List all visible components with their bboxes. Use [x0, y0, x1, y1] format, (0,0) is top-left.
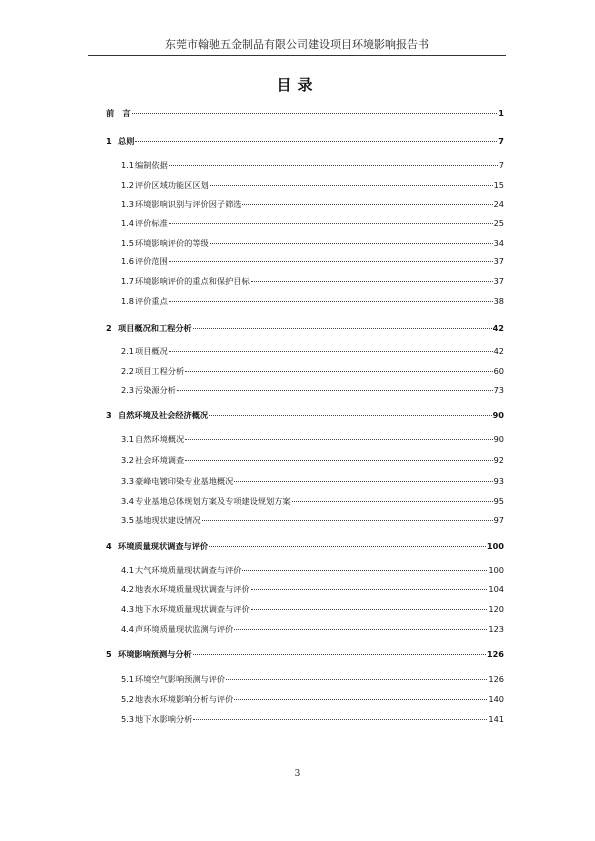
toc-entry-label: 专业基地总体规划方案及专项建设规划方案	[135, 496, 291, 506]
toc-entry-number: 3	[106, 410, 112, 420]
toc-entry[interactable]	[121, 515, 504, 526]
toc-entry[interactable]	[121, 218, 504, 229]
toc-entry[interactable]	[121, 496, 504, 507]
toc-entry-page: 97	[493, 515, 504, 525]
toc-entry[interactable]	[121, 714, 504, 725]
toc-dot-leader	[210, 243, 493, 244]
toc-dot-leader	[210, 185, 493, 186]
toc-entry-page: 24	[493, 199, 504, 209]
toc-entry-number: 1.5	[121, 238, 135, 248]
toc-entry[interactable]	[121, 296, 504, 307]
toc-entry-page: 93	[493, 476, 504, 486]
toc-entry-label: 环境影响评价的重点和保护目标	[135, 276, 250, 286]
toc-entry-number: 5.3	[121, 714, 135, 724]
toc-entry-label: 自然环境及社会经济概况	[118, 410, 209, 420]
toc-entry[interactable]	[121, 276, 504, 287]
toc-dot-leader	[169, 301, 493, 302]
toc-entry[interactable]	[121, 565, 504, 576]
toc-dot-leader	[193, 328, 492, 329]
toc-entry-number: 3.4	[121, 496, 135, 506]
toc-dot-leader	[251, 281, 493, 282]
running-header: 东莞市翰驰五金制品有限公司建设项目环境影响报告书	[165, 38, 429, 51]
toc-entry-label: 评价范围	[135, 256, 168, 266]
toc-entry-label: 评价区域功能区区划	[135, 180, 209, 190]
toc-entry-page: 123	[488, 624, 504, 634]
page-number: 3	[294, 769, 301, 779]
toc-entry-label: 项目概况和工程分析	[118, 323, 192, 333]
toc-entry[interactable]	[121, 160, 504, 171]
toc-entry-label: 前 言	[106, 108, 131, 118]
toc-entry-label: 污染源分析	[135, 385, 176, 395]
toc-entry[interactable]	[106, 323, 504, 334]
toc-entry-label: 声环境质量现状监测与评价	[135, 624, 234, 634]
toc-entry-number: 3.3	[121, 476, 135, 486]
toc-entry[interactable]	[121, 366, 504, 377]
toc-entry-page: 104	[488, 584, 504, 594]
toc-entry-number: 1.7	[121, 276, 135, 286]
toc-entry-number: 2.1	[121, 346, 135, 356]
toc-entry-label: 总则	[118, 136, 135, 146]
toc-entry-page: 73	[493, 385, 504, 395]
toc-entry-label: 社会环境调查	[135, 455, 185, 465]
toc-dot-leader	[185, 460, 492, 461]
toc-entry-label: 环境质量现状调查与评价	[118, 541, 209, 551]
toc-entry[interactable]	[121, 180, 504, 191]
toc-dot-leader	[251, 589, 488, 590]
toc-dot-leader	[202, 520, 493, 521]
toc-entry-label: 基地现状建设情况	[135, 515, 201, 525]
toc-entry-number: 2	[106, 323, 112, 333]
toc-dot-leader	[177, 390, 493, 391]
toc-entry-label: 项目工程分析	[135, 366, 185, 376]
toc-entry[interactable]	[121, 455, 504, 466]
toc-dot-leader	[193, 719, 487, 720]
toc-entry-page: 42	[493, 346, 504, 356]
toc-entry-number: 4.3	[121, 604, 135, 614]
toc-entry-page: 15	[493, 180, 504, 190]
toc-entry-label: 评价重点	[135, 296, 168, 306]
toc-entry-page: 37	[493, 256, 504, 266]
toc-entry-label: 环境影响预测与分析	[118, 649, 192, 659]
toc-entry-label: 环境影响评价的等级	[135, 238, 209, 248]
toc-entry-page: 100	[486, 541, 504, 551]
toc-entry[interactable]	[121, 604, 504, 615]
toc-entry-page: 95	[493, 496, 504, 506]
toc-dot-leader	[234, 481, 492, 482]
toc-entry-page: 120	[488, 604, 504, 614]
toc-entry[interactable]	[121, 199, 504, 210]
toc-entry[interactable]	[121, 256, 504, 267]
toc-dot-leader	[226, 679, 487, 680]
toc-entry[interactable]	[121, 238, 504, 249]
toc-entry-page: 126	[486, 649, 504, 659]
toc-entry-number: 2.2	[121, 366, 135, 376]
toc-entry-number: 4.2	[121, 584, 135, 594]
toc-entry[interactable]	[121, 584, 504, 595]
toc-dot-leader	[209, 546, 486, 547]
toc-entry[interactable]	[106, 541, 504, 552]
toc-entry-label: 环境空气影响预测与评价	[135, 674, 226, 684]
toc-dot-leader	[169, 351, 493, 352]
toc-entry-number: 5	[106, 649, 112, 659]
toc-entry[interactable]	[106, 136, 504, 147]
toc-dot-leader	[132, 113, 498, 114]
toc-entry[interactable]	[121, 346, 504, 357]
toc-entry[interactable]	[106, 649, 504, 660]
toc-dot-leader	[169, 165, 498, 166]
toc-entry-number: 1.4	[121, 218, 135, 228]
toc-entry-number: 4.4	[121, 624, 135, 634]
toc-dot-leader	[242, 204, 492, 205]
toc-entry-number: 5.2	[121, 694, 135, 704]
toc-entry-number: 1	[106, 136, 112, 146]
toc-entry-page: 1	[498, 108, 504, 118]
page-title: 目录	[276, 76, 319, 94]
toc-entry-label: 地表水环境影响分析与评价	[135, 694, 234, 704]
toc-entry[interactable]	[121, 434, 504, 445]
toc-entry-page: 42	[492, 323, 504, 333]
toc-entry-page: 126	[488, 674, 504, 684]
toc-entry-page: 37	[493, 276, 504, 286]
toc-entry[interactable]	[121, 476, 504, 487]
toc-dot-leader	[234, 629, 487, 630]
toc-dot-leader	[135, 141, 497, 142]
toc-entry[interactable]	[106, 108, 504, 119]
toc-entry-label: 地表水环境质量现状调查与评价	[135, 584, 250, 594]
toc-entry-page: 90	[493, 434, 504, 444]
toc-entry-label: 地下水影响分析	[135, 714, 193, 724]
toc-entry-label: 豪峰电镀印染专业基地概况	[135, 476, 234, 486]
toc-dot-leader	[193, 654, 486, 655]
toc-dot-leader	[185, 439, 492, 440]
toc-entry-page: 38	[493, 296, 504, 306]
toc-entry-label: 地下水环境质量现状调查与评价	[135, 604, 250, 614]
toc-entry-label: 大气环境质量现状调查与评价	[135, 565, 242, 575]
toc-entry-number: 5.1	[121, 674, 135, 684]
toc-entry-page: 140	[488, 694, 504, 704]
toc-entry-number: 4.1	[121, 565, 135, 575]
toc-entry-page: 141	[488, 714, 504, 724]
toc-entry-number: 4	[106, 541, 112, 551]
toc-entry-label: 环境影响识别与评价因子筛选	[135, 199, 242, 209]
toc-entry-number: 1.6	[121, 256, 135, 266]
toc-dot-leader	[251, 609, 488, 610]
toc-entry-page: 7	[498, 136, 504, 146]
toc-entry-label: 自然环境概况	[135, 434, 185, 444]
toc-dot-leader	[209, 415, 492, 416]
toc-dot-leader	[169, 223, 493, 224]
toc-entry-number: 1.1	[121, 160, 135, 170]
toc-entry-label: 编制依据	[135, 160, 168, 170]
toc-entry-page: 92	[493, 455, 504, 465]
toc-entry-page: 100	[488, 565, 504, 575]
toc-entry-number: 3.1	[121, 434, 135, 444]
toc-entry-page: 60	[493, 366, 504, 376]
toc-entry-page: 90	[492, 410, 504, 420]
toc-dot-leader	[242, 570, 487, 571]
toc-entry-page: 25	[493, 218, 504, 228]
toc-entry-label: 项目概况	[135, 346, 168, 356]
toc-entry-number: 3.5	[121, 515, 135, 525]
toc-entry-number: 3.2	[121, 455, 135, 465]
toc-entry-label: 评价标准	[135, 218, 168, 228]
toc-entry[interactable]	[106, 410, 504, 421]
toc-entry-number: 1.8	[121, 296, 135, 306]
toc-entry[interactable]	[121, 694, 504, 705]
toc-dot-leader	[169, 261, 493, 262]
toc-entry[interactable]	[121, 674, 504, 685]
toc-entry[interactable]	[121, 624, 504, 635]
toc-entry-page: 7	[498, 160, 504, 170]
toc-dot-leader	[185, 371, 492, 372]
toc-entry-number: 1.3	[121, 199, 135, 209]
toc-entry-page: 34	[493, 238, 504, 248]
toc-dot-leader	[234, 699, 487, 700]
toc-entry[interactable]	[121, 385, 504, 396]
toc-entry-number: 1.2	[121, 180, 135, 190]
toc-entry-number: 2.3	[121, 385, 135, 395]
toc-dot-leader	[292, 501, 493, 502]
